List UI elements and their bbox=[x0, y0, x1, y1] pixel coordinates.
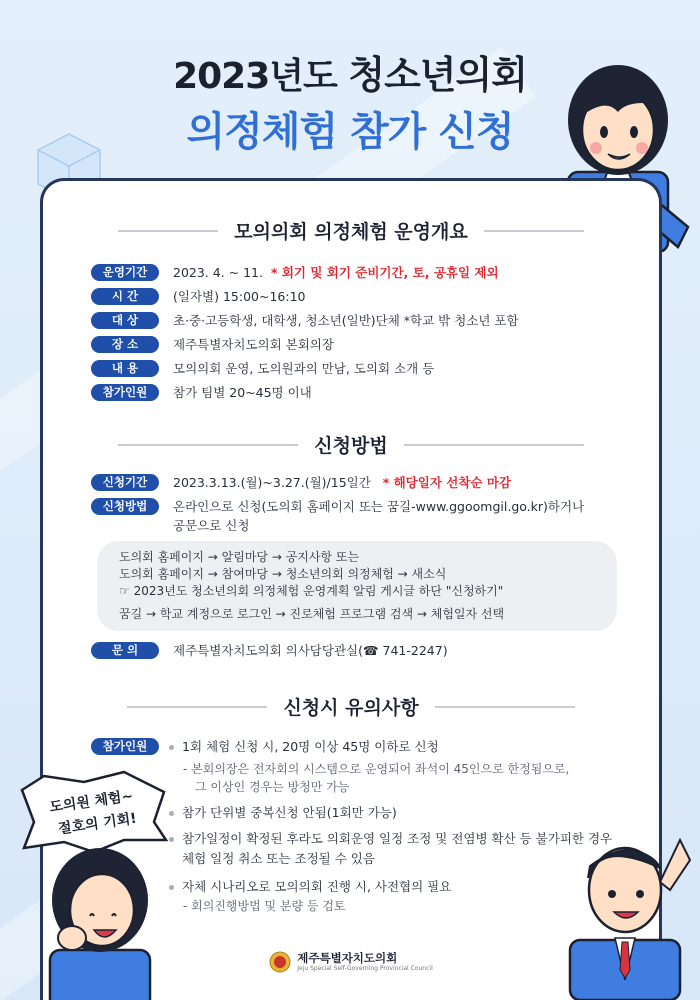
info-row-target: 대 상 초·중·고등학생, 대학생, 청소년(일반)단체 *학교 밖 청소년 포함 bbox=[91, 311, 519, 330]
label-pill: 시 간 bbox=[91, 288, 159, 305]
notes-sub: - 회의진행방법 및 분량 등 검토 bbox=[183, 899, 346, 913]
apply-row-method: 신청방법 온라인으로 신청(도의회 홈페이지 또는 꿈길-www.ggoomgil.go.kr)하거나 공문으로 신청 bbox=[91, 497, 584, 535]
application-path-box: 도의회 홈페이지 → 알림마당 → 공지사항 또는 도의회 홈페이지 → 참여마당 → 청소년의회 의정체험 → 새소식 ☞ 2023년도 청소년의회 의정체험 운영계획 알림 게시글 하단 "신청하기" 꿈길 → 학교 계정으로 로그인 → 진로체험 프로그램 검색 → 체험일자 선택 bbox=[97, 541, 617, 631]
poster-subtitle: 의정체험 참가 신청 bbox=[186, 109, 514, 155]
label-pill: 대 상 bbox=[91, 312, 159, 329]
info-row-participants: 참가인원 참가 팀별 20~45명 이내 bbox=[91, 383, 312, 402]
notes-sub: - 본회의장은 전자회의 시스템으로 운영되어 좌석이 45인으로 한정됨으로, bbox=[183, 762, 570, 776]
boy-character-illustration bbox=[560, 830, 700, 1000]
notes-sub: 그 이상인 경우는 방청만 가능 bbox=[195, 780, 350, 794]
apply-row-period: 신청기간 2023.3.13.(월)~3.27.(월)/15일간 * 해당일자 선착순 마감 bbox=[91, 473, 511, 492]
label-pill: 참가인원 bbox=[91, 738, 159, 755]
speech-line-2: 절호의 기회! bbox=[57, 810, 138, 838]
council-emblem-icon bbox=[269, 951, 291, 973]
label-pill: 참가인원 bbox=[91, 384, 159, 401]
info-row-content: 내 용 모의의회 운영, 도의원과의 만남, 도의회 소개 등 bbox=[91, 359, 434, 378]
label-pill: 신청기간 bbox=[91, 474, 159, 491]
poster-title: 2023년도 청소년의회 bbox=[173, 53, 527, 97]
notes-bullet: 1회 체험 신청 시, 20명 이상 45명 이하로 신청 bbox=[169, 737, 439, 756]
label-pill: 신청방법 bbox=[91, 498, 159, 515]
footer-org-en: Jeju Special Self-Governing Provincial Council bbox=[297, 964, 433, 972]
notes-row-label bbox=[91, 737, 173, 755]
notes-bullet-cont: 체험 일정 취소 또는 조정될 수 있음 bbox=[182, 851, 375, 866]
section-heading-notes: 신청시 유의사항 bbox=[43, 693, 659, 720]
info-row-place: 장 소 제주특별자치도의회 본회의장 bbox=[91, 335, 334, 354]
label-pill: 내 용 bbox=[91, 360, 159, 377]
notes-bullet: 자체 시나리오로 모의의회 진행 시, 사전협의 필요 bbox=[169, 877, 451, 896]
notes-bullet: 참가 단위별 중복신청 안됨(1회만 가능) bbox=[169, 803, 397, 822]
label-pill: 장 소 bbox=[91, 336, 159, 353]
info-row-period: 운영기간 2023. 4. ~ 11. * 회기 및 회기 준비기간, 토, 공휴일 제외 bbox=[91, 263, 499, 282]
speech-line-1: 도의원 체험~ bbox=[48, 788, 135, 816]
footer-org-name: 제주특별자치도의회 bbox=[297, 950, 398, 965]
notes-bullet: 참가일정이 확정된 후라도 의회운영 일정 조정 및 전염병 확산 등 불가피한 경우 bbox=[169, 829, 612, 848]
label-pill: 운영기간 bbox=[91, 264, 159, 281]
info-row-time: 시 간 (일자별) 15:00~16:10 bbox=[91, 287, 305, 306]
apply-row-contact: 문 의 제주특별자치도의회 의사담당관실(☎ 741-2247) bbox=[91, 641, 448, 660]
section-heading-overview: 모의의회 의정체험 운영개요 bbox=[43, 217, 659, 244]
section-heading-apply: 신청방법 bbox=[43, 431, 659, 458]
girl-character-bottom-illustration bbox=[30, 840, 160, 1000]
label-pill: 문 의 bbox=[91, 642, 159, 659]
